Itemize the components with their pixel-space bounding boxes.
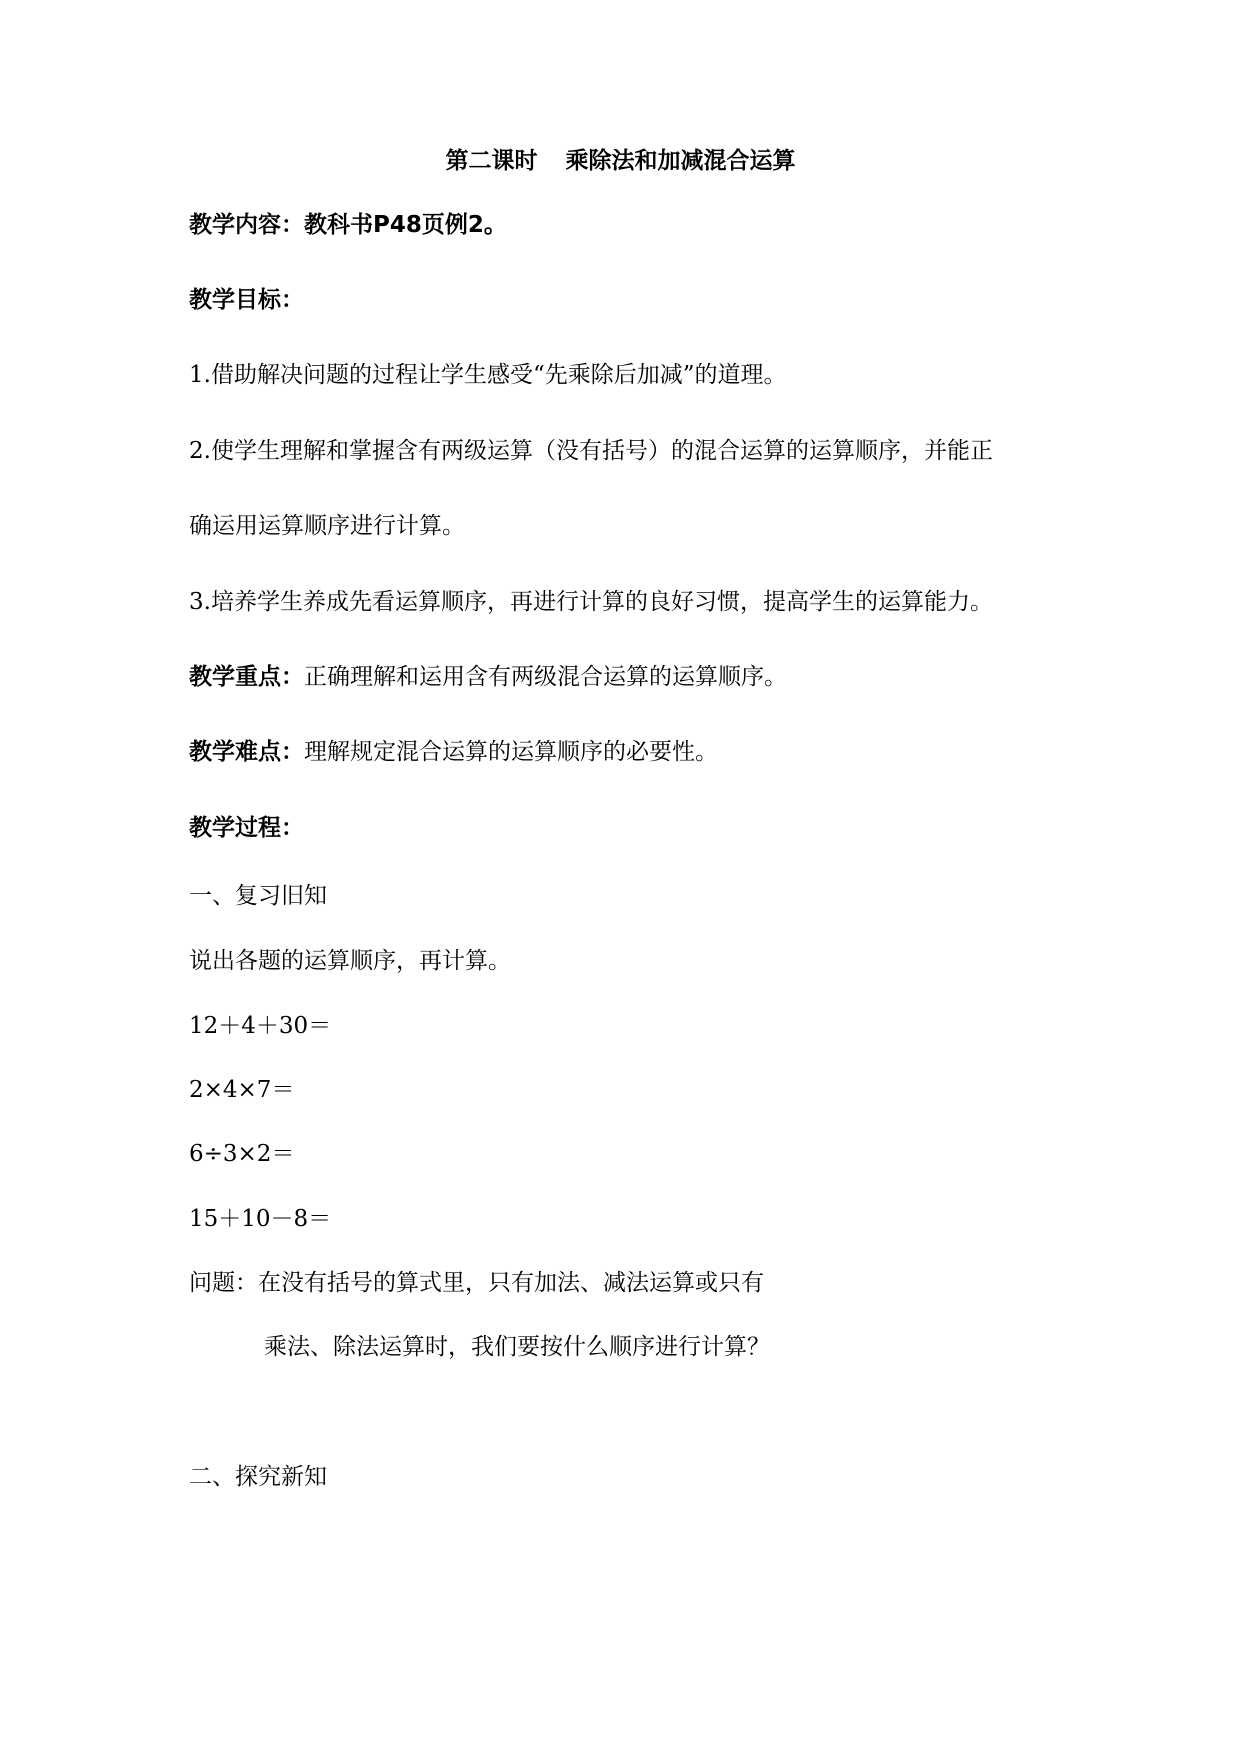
expression-4: 15＋10－8＝ [189,1206,332,1232]
expression-3: 6÷3×2＝ [189,1141,295,1167]
teaching-content [189,210,507,240]
key-point-label: 教学重点： [189,664,304,690]
goal-3: 3.培养学生养成先看运算顺序，再进行计算的良好习惯，提高学生的运算能力。 [189,589,993,615]
difficulty-text: 理解规定混合运算的运算顺序的必要性。 [304,739,718,765]
goal-2-line-1: 2.使学生理解和掌握含有两级运算（没有括号）的混合运算的运算顺序，并能正 [189,438,993,464]
question-line-1: 问题：在没有括号的算式里，只有加法、减法运算或只有 [189,1270,764,1296]
title-topic: 乘除法和加减混合运算 [565,148,796,174]
teaching-key-point [189,662,787,692]
teaching-difficulty [189,737,718,767]
teaching-goals-heading: 教学目标： [189,287,304,313]
section-review: 一、复习旧知 [189,883,327,909]
key-point-text: 正确理解和运用含有两级混合运算的运算顺序。 [304,664,787,690]
teaching-process-heading: 教学过程： [189,815,304,841]
difficulty-label: 教学难点： [189,739,304,765]
page-title [0,146,1241,176]
teaching-content-text: 教科书P48页例2。 [304,212,507,238]
section-explore: 二、探究新知 [189,1464,327,1490]
question-line-2: 乘法、除法运算时，我们要按什么顺序进行计算？ [264,1334,770,1360]
goal-1: 1.借助解决问题的过程让学生感受“先乘除后加减”的道理。 [189,362,787,388]
title-lesson: 第二课时 [445,148,538,174]
expression-1: 12＋4＋30＝ [189,1013,332,1039]
teaching-content-label: 教学内容： [189,212,304,238]
goal-2-line-2: 确运用运算顺序进行计算。 [189,513,465,539]
review-instruction: 说出各题的运算顺序，再计算。 [189,948,511,974]
expression-2: 2×4×7＝ [189,1077,295,1103]
